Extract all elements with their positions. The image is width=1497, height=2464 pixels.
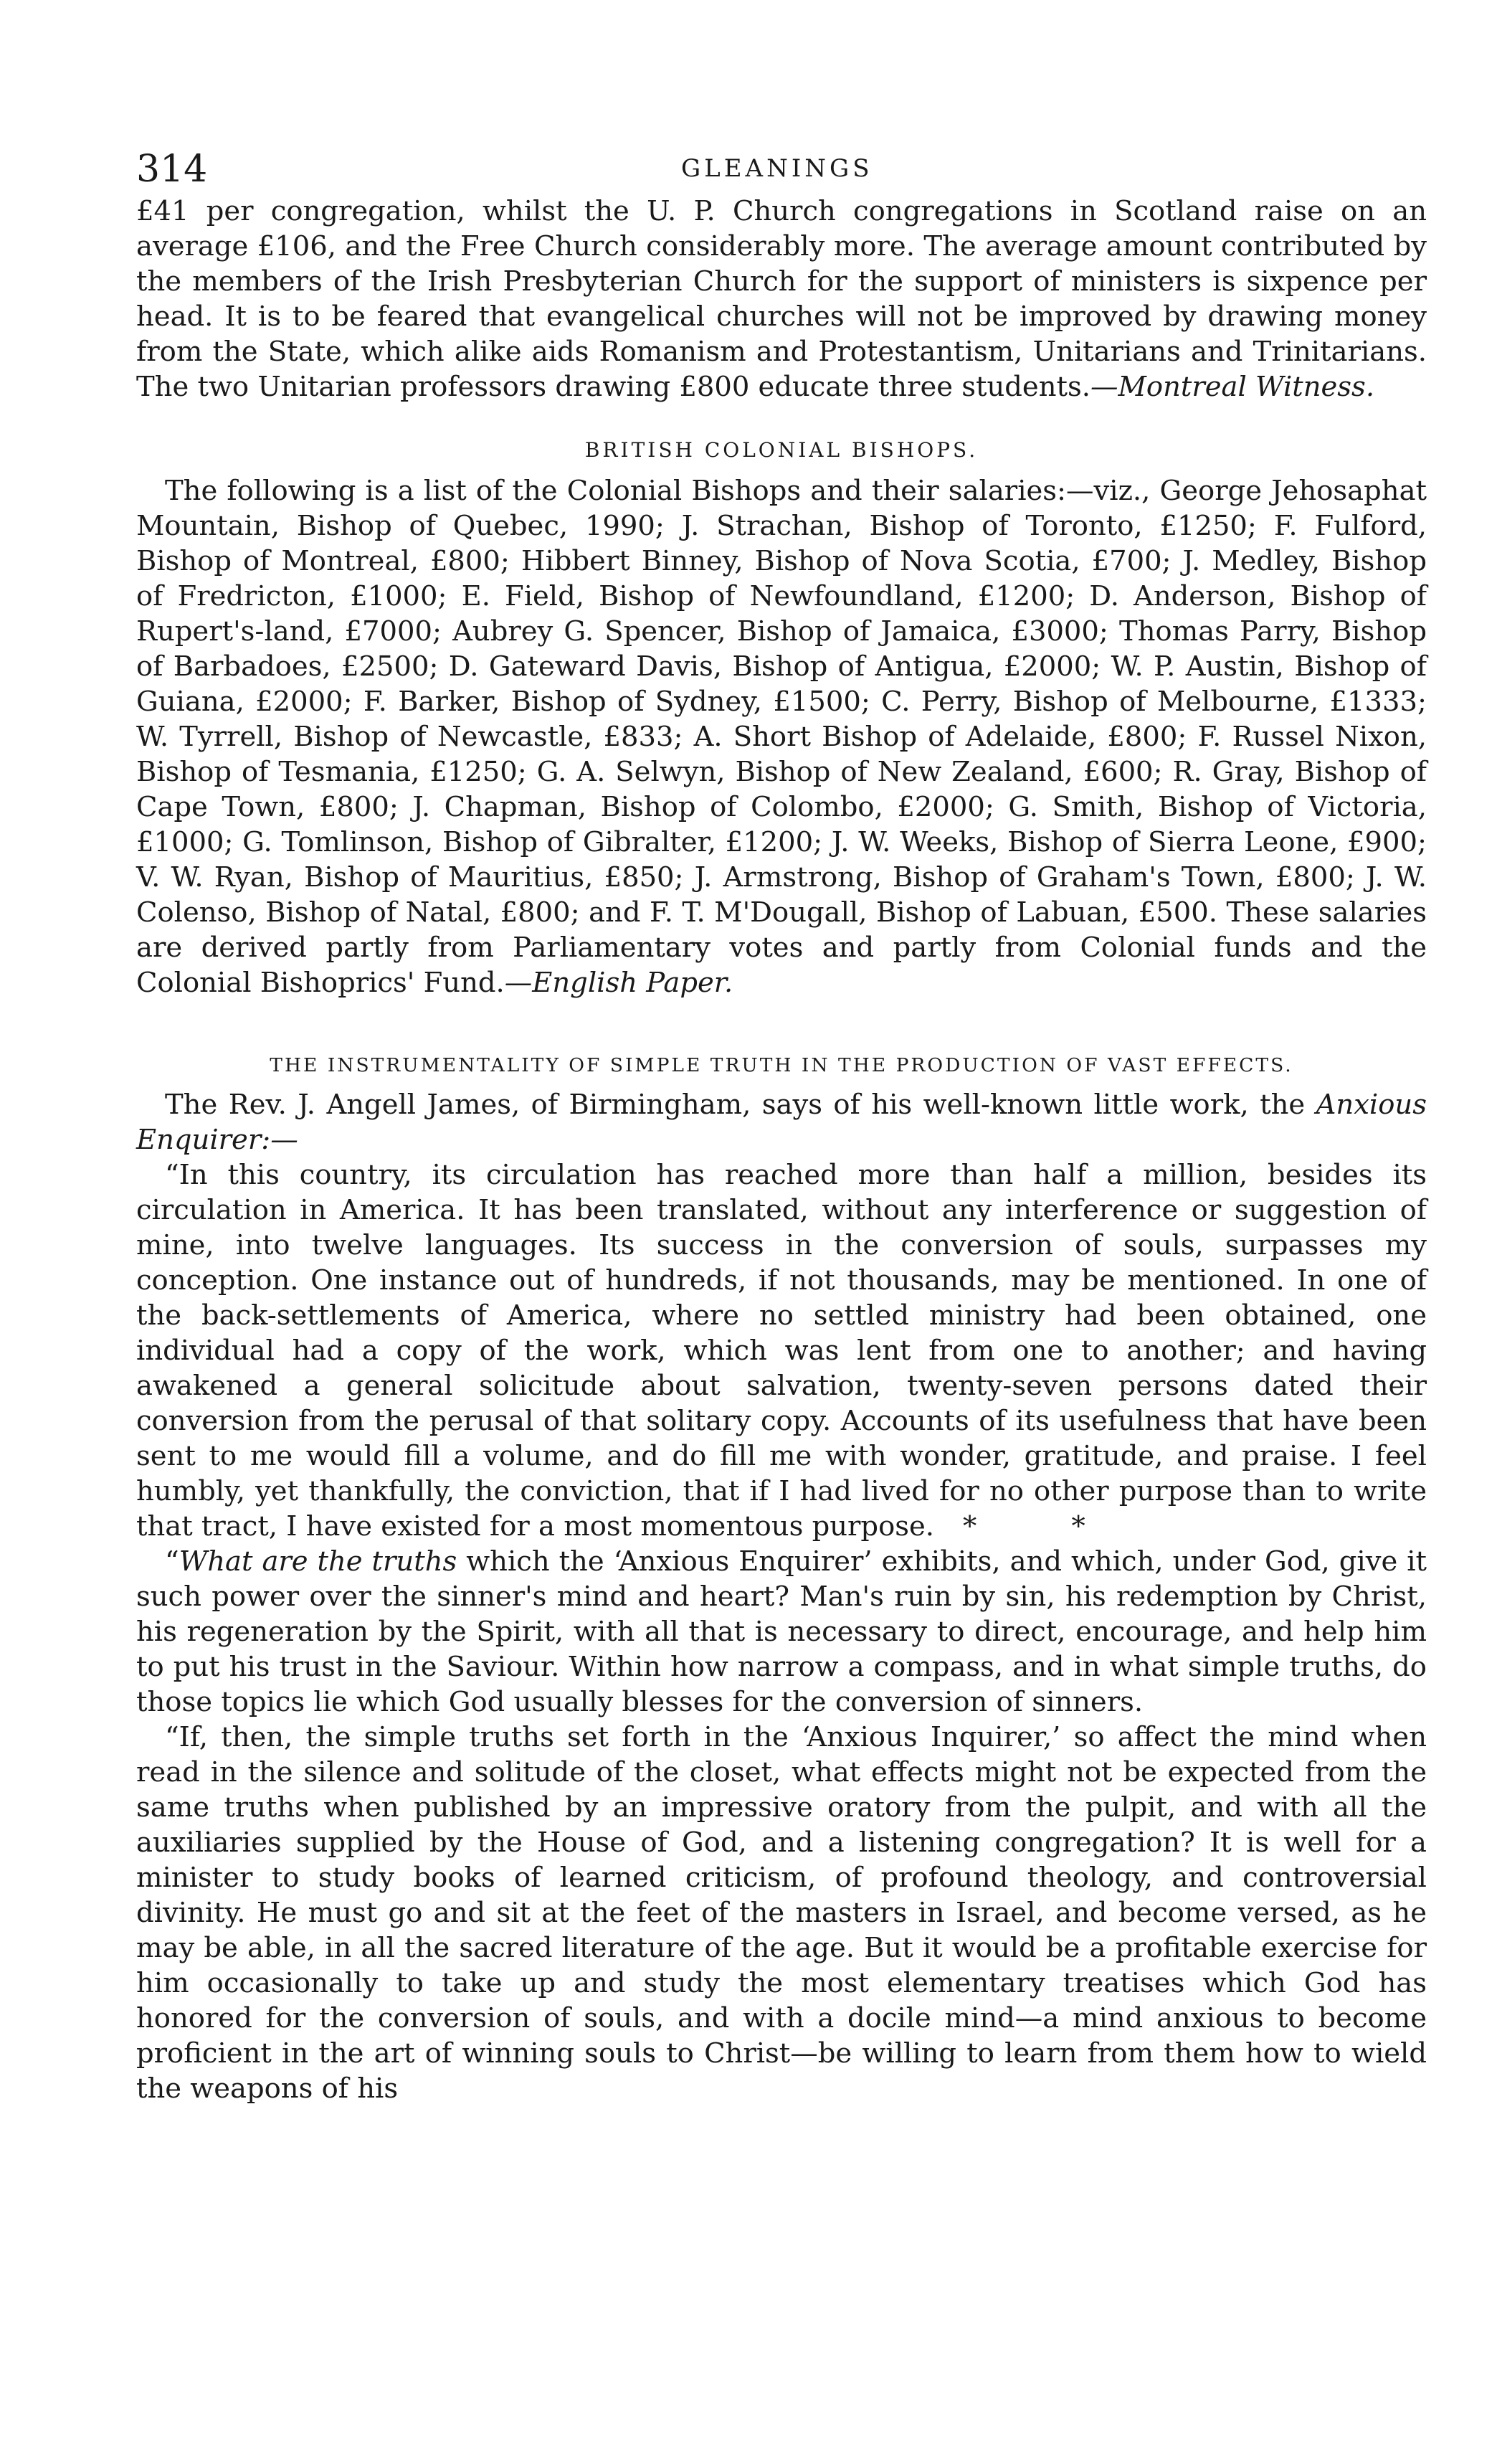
section-heading-simple-truth [136, 1051, 1427, 1080]
paragraph-text: £41 per congregation, whilst the U. P. Church congregations in Scotland raise on an average £106, and the Free Church considerably more. The average amount contributed by the members of the Irish Presbyterian Church for the support of ministers is sixpence per head. It is to be feared that evangelical churches will not be improved by drawing money from the State, which alike aids Romanism and Protestantism, Unitarians and Trinitarians. The two Unitarian professors drawing £800 educate three students. [136, 195, 1427, 403]
section-heading-colonial-bishops [136, 436, 1427, 465]
paragraph-church-funding [136, 194, 1427, 404]
paragraph-quote-circulation [136, 1157, 1427, 1544]
section-heading-text: THE INSTRUMENTALITY OF SIMPLE TRUTH IN THE PRODUCTION OF VAST EFFECTS. [270, 1054, 1293, 1076]
italic-phrase: What are the truths [179, 1545, 457, 1578]
page-header [136, 129, 1427, 194]
page-number: 314 [136, 148, 208, 191]
source-attribution: —English Paper. [504, 967, 733, 999]
paragraph-quote-minister [136, 1720, 1427, 2106]
paragraph-text: “In this country, its circulation has reached more than half a million, besides its circulation in America. It has been translated, without any interference or suggestion of mine, into twelve languages. Its success in the conversion of souls, surpasses my conception. One instance out of hundreds, if not thousands, may be mentioned. In one of the back-settlements of America, where no settled ministry had been obtained, one individual had a copy of the work, which was lent from one to another; and having awakened a general solicitude about salvation, twenty-seven persons dated their conversion from the perusal of that solitary copy. Accounts of its usefulness that have been sent to me would fill a volume, and do fill me with wonder, gratitude, and praise. I feel humbly, yet thankfully, the conviction, that if I had lived for no other purpose than to write that tract, I have existed for a most momentous purpose. [136, 1159, 1427, 1543]
ellipsis-stars: * * [963, 1510, 1128, 1543]
paragraph-text: The following is a list of the Colonial Bishops and their salaries:—viz., George Jehosaphat Mountain, Bishop of Quebec, 1990; J. Strachan, Bishop of Toronto, £1250; F. Fulford, Bishop of Montreal, £800; Hibbert Binney, Bishop of Nova Scotia, £700; J. Medley, Bishop of Fredricton, £1000; E. Field, Bishop of Newfoundland, £1200; D. Anderson, Bishop of Rupert's-land, £7000; Aubrey G. Spencer, Bishop of Jamaica, £3000; Thomas Parry, Bishop of Barbadoes, £2500; D. Gateward Davis, Bishop of Antigua, £2000; W. P. Austin, Bishop of Guiana, £2000; F. Barker, Bishop of Sydney, £1500; C. Perry, Bishop of Melbourne, £1333; W. Tyrrell, Bishop of Newcastle, £833; A. Short Bishop of Adelaide, £800; F. Russel Nixon, Bishop of Tesmania, £1250; G. A. Selwyn, Bishop of New Zealand, £600; R. Gray, Bishop of Cape Town, £800; J. Chapman, Bishop of Colombo, £2000; G. Smith, Bishop of Victoria, £1000; G. Tomlinson, Bishop of Gibralter, £1200; J. W. Weeks, Bishop of Sierra Leone, £900; V. W. Ryan, Bishop of Mauritius, £850; J. Armstrong, Bishop of Graham's Town, £800; J. W. Colenso, Bishop of Natal, £800; and F. T. M'Dougall, Bishop of Labuan, £500. These salaries are derived partly from Parliamentary votes and partly from Colonial funds and the Colonial Bishoprics' Fund. [136, 475, 1427, 999]
paragraph-intro [136, 1087, 1427, 1157]
work-title: Anxious Enquirer:— [136, 1089, 1427, 1156]
quote-open-mark: “ [165, 1545, 179, 1578]
section-heading-text: BRITISH COLONIAL BISHOPS. [584, 438, 979, 462]
paragraph-text: The Rev. J. Angell James, of Birmingham, says of his well-known little work, the [165, 1089, 1306, 1121]
paragraph-colonial-bishops [136, 473, 1427, 1000]
paragraph-text: “If, then, the simple truths set forth in the ‘Anxious Inquirer,’ so affect the mind when read in the silence and solitude of the closet, what effects might not be expected from the same truths when published by an impressive oratory from the pulpit, and with all the auxiliaries supplied by the House of God, and a listening congregation? It is well for a minister to study books of learned criticism, of profound theology, and controversial divinity. He must go and sit at the feet of the masters in Israel, and become versed, as he may be able, in all the sacred literature of the age. But it would be a profitable exercise for him occasionally to take up and study the most elementary treatises which God has honored for the conversion of souls, and with a docile mind—a mind anxious to become proficient in the art of winning souls to Christ—be willing to learn from them how to wield the weapons of his [136, 1721, 1427, 2105]
source-attribution: —Montreal Witness. [1090, 371, 1375, 403]
running-head: GLEANINGS [681, 154, 873, 183]
paragraph-quote-truths [136, 1544, 1427, 1720]
page [136, 129, 1427, 2106]
paragraph-text: which the ‘Anxious Enquirer’ exhibits, and which, under God, give it such power over the sinner's mind and heart? Man's ruin by sin, his redemption by Christ, his regeneration by the Spirit, with all that is necessary to direct, encourage, and help him to put his trust in the Saviour. Within how narrow a compass, and in what simple truths, do those topics lie which God usually blesses for the conversion of sinners. [136, 1545, 1427, 1718]
